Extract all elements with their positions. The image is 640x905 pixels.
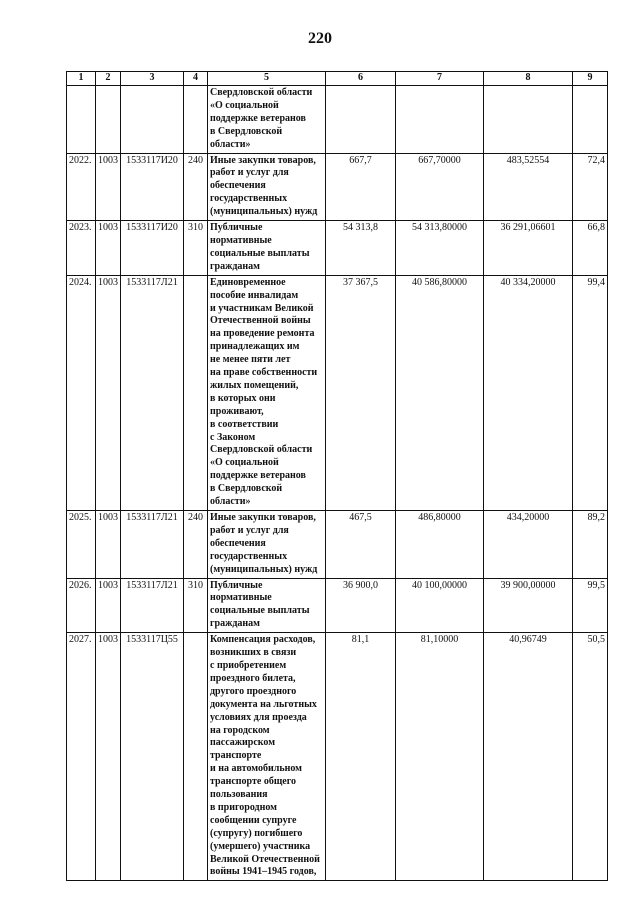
- target-article-cell: 1533117Л21: [121, 275, 184, 510]
- header-cell: 1: [67, 72, 96, 86]
- value-col8-cell: 434,20000: [484, 511, 573, 579]
- item-name-line: Отечественной войны: [210, 315, 311, 327]
- item-name-line: жилых помещений,: [210, 379, 299, 391]
- item-name-line: в Свердловской: [210, 483, 283, 495]
- item-name-line: другого проездного: [210, 685, 297, 697]
- item-name-line: «О социальной: [210, 457, 279, 469]
- expense-type-cell: 310: [184, 221, 208, 276]
- value-col7-cell: 54 313,80000: [396, 221, 484, 276]
- budget-table: [66, 71, 608, 881]
- target-article-cell: 1533117Л21: [121, 511, 184, 579]
- item-name-cell: [208, 511, 326, 579]
- target-article-cell: 1533117Ц55: [121, 633, 184, 881]
- item-name-line: проездного билета,: [210, 672, 296, 684]
- item-name-line: (муниципальных) нужд: [210, 563, 318, 575]
- value-col6-cell: 54 313,8: [326, 221, 396, 276]
- header-cell: 5: [208, 72, 326, 86]
- expense-type-cell: [184, 86, 208, 154]
- item-name-line: проживают,: [210, 405, 264, 417]
- item-name-line: не менее пяти лет: [210, 354, 291, 366]
- row-number-cell: 2026.: [67, 578, 96, 633]
- item-name-line: Иные закупки товаров,: [210, 512, 316, 523]
- percent-cell: 66,8: [573, 221, 608, 276]
- item-name-line: и на автомобильном: [210, 763, 302, 775]
- percent-cell: 72,4: [573, 153, 608, 221]
- expense-type-cell: [184, 633, 208, 881]
- item-name-line: Свердловской области: [210, 444, 313, 456]
- item-name-line: государственных: [210, 193, 288, 205]
- percent-cell: [573, 86, 608, 154]
- item-name-line: Единовременное: [210, 276, 286, 288]
- item-name-cell: [208, 633, 326, 881]
- value-col6-cell: 37 367,5: [326, 275, 396, 510]
- item-name-line: Компенсация расходов,: [210, 634, 316, 646]
- item-name-line: пособие инвалидам: [210, 289, 299, 301]
- target-article-cell: 1533117И20: [121, 221, 184, 276]
- item-name-line: и участникам Великой: [210, 302, 314, 314]
- item-name-line: «О социальной: [210, 99, 279, 111]
- percent-cell: 89,2: [573, 511, 608, 579]
- expense-type-cell: 240: [184, 511, 208, 579]
- item-name-line: принадлежащих им: [210, 341, 300, 353]
- value-col6-cell: 467,5: [326, 511, 396, 579]
- item-name-line: социальные выплаты: [210, 247, 310, 259]
- value-col7-cell: [396, 86, 484, 154]
- item-name-line: Публичные: [210, 222, 263, 234]
- item-name-line: поддержке ветеранов: [210, 470, 306, 482]
- header-cell: 4: [184, 72, 208, 86]
- item-name-cell: [208, 578, 326, 633]
- target-article-cell: 1533117И20: [121, 153, 184, 221]
- percent-cell: 50,5: [573, 633, 608, 881]
- item-name-line: обеспечения: [210, 537, 266, 549]
- header-cell: 2: [96, 72, 121, 86]
- item-name-line: гражданам: [210, 618, 260, 630]
- value-col6-cell: 36 900,0: [326, 578, 396, 633]
- item-name-line: с приобретением: [210, 659, 287, 671]
- table-row: [67, 221, 608, 276]
- item-name-line: гражданам: [210, 260, 260, 272]
- expense-type-cell: 310: [184, 578, 208, 633]
- header-cell: 7: [396, 72, 484, 86]
- row-number-cell: 2024.: [67, 275, 96, 510]
- item-name-line: с Законом: [210, 431, 256, 443]
- item-name-line: государственных: [210, 550, 288, 562]
- item-name-line: Великой Отечественной: [210, 853, 320, 865]
- value-col8-cell: 39 900,00000: [484, 578, 573, 633]
- percent-cell: 99,4: [573, 275, 608, 510]
- item-name-line: нормативные: [210, 234, 272, 246]
- item-name-line: в которых они: [210, 392, 276, 404]
- item-name-line: пользования: [210, 789, 268, 801]
- row-number-cell: 2027.: [67, 633, 96, 881]
- row-number-cell: 2022.: [67, 153, 96, 221]
- expense-type-cell: [184, 275, 208, 510]
- target-article-cell: 1533117Л21: [121, 578, 184, 633]
- table-row: [67, 633, 608, 881]
- item-name-line: нормативные: [210, 592, 272, 604]
- item-name-line: социальные выплаты: [210, 605, 310, 617]
- table-body: [67, 86, 608, 881]
- item-name-line: (муниципальных) нужд: [210, 206, 318, 218]
- item-name-line: области»: [210, 138, 251, 150]
- item-name-line: транспорте общего: [210, 776, 297, 788]
- section-code-cell: 1003: [96, 633, 121, 881]
- table-row: [67, 578, 608, 633]
- item-name-line: работ и услуг для: [210, 167, 289, 179]
- row-number-cell: 2023.: [67, 221, 96, 276]
- section-code-cell: 1003: [96, 578, 121, 633]
- item-name-line: работ и услуг для: [210, 524, 289, 536]
- value-col7-cell: 81,10000: [396, 633, 484, 881]
- page-number: 220: [308, 30, 332, 47]
- item-name-line: в Свердловской: [210, 125, 283, 137]
- item-name-line: транспорте: [210, 750, 262, 762]
- percent-cell: 99,5: [573, 578, 608, 633]
- header-cell: 6: [326, 72, 396, 86]
- value-col8-cell: 40,96749: [484, 633, 573, 881]
- value-col7-cell: 667,70000: [396, 153, 484, 221]
- header-cell: 9: [573, 72, 608, 86]
- item-name-line: на городском: [210, 724, 270, 736]
- item-name-cell: [208, 221, 326, 276]
- item-name-line: области»: [210, 496, 251, 508]
- value-col6-cell: [326, 86, 396, 154]
- item-name-line: возникших в связи: [210, 647, 297, 659]
- value-col8-cell: [484, 86, 573, 154]
- row-number-cell: [67, 86, 96, 154]
- value-col6-cell: 81,1: [326, 633, 396, 881]
- item-name-cell: [208, 275, 326, 510]
- table-row: [67, 153, 608, 221]
- target-article-cell: [121, 86, 184, 154]
- item-name-cell: [208, 86, 326, 154]
- item-name-line: Публичные: [210, 579, 263, 591]
- value-col7-cell: 40 100,00000: [396, 578, 484, 633]
- item-name-line: Свердловской области: [210, 87, 313, 98]
- header-cell: 8: [484, 72, 573, 86]
- value-col8-cell: 36 291,06601: [484, 221, 573, 276]
- item-name-cell: [208, 153, 326, 221]
- item-name-line: поддержке ветеранов: [210, 112, 306, 124]
- item-name-line: в пригородном: [210, 801, 277, 813]
- expense-type-cell: 240: [184, 153, 208, 221]
- item-name-line: документа на льготных: [210, 698, 317, 710]
- item-name-line: условиях для проезда: [210, 711, 307, 723]
- item-name-line: на праве собственности: [210, 367, 318, 379]
- header-row: [67, 72, 608, 86]
- section-code-cell: 1003: [96, 511, 121, 579]
- item-name-line: обеспечения: [210, 180, 266, 192]
- section-code-cell: [96, 86, 121, 154]
- item-name-line: (супругу) погибшего: [210, 827, 303, 839]
- item-name-line: Иные закупки товаров,: [210, 154, 316, 166]
- header-cell: 3: [121, 72, 184, 86]
- item-name-line: в соответствии: [210, 418, 279, 430]
- value-col8-cell: 483,52554: [484, 153, 573, 221]
- table-row: [67, 275, 608, 510]
- item-name-line: (умершего) участника: [210, 840, 311, 852]
- section-code-cell: 1003: [96, 153, 121, 221]
- section-code-cell: 1003: [96, 221, 121, 276]
- table-row: [67, 86, 608, 154]
- value-col7-cell: 40 586,80000: [396, 275, 484, 510]
- section-code-cell: 1003: [96, 275, 121, 510]
- item-name-line: войны 1941–1945 годов,: [210, 866, 317, 878]
- item-name-line: пассажирском: [210, 737, 276, 749]
- value-col7-cell: 486,80000: [396, 511, 484, 579]
- item-name-line: сообщении супруге: [210, 814, 297, 826]
- table-row: [67, 511, 608, 579]
- value-col6-cell: 667,7: [326, 153, 396, 221]
- item-name-line: на проведение ремонта: [210, 328, 315, 340]
- row-number-cell: 2025.: [67, 511, 96, 579]
- value-col8-cell: 40 334,20000: [484, 275, 573, 510]
